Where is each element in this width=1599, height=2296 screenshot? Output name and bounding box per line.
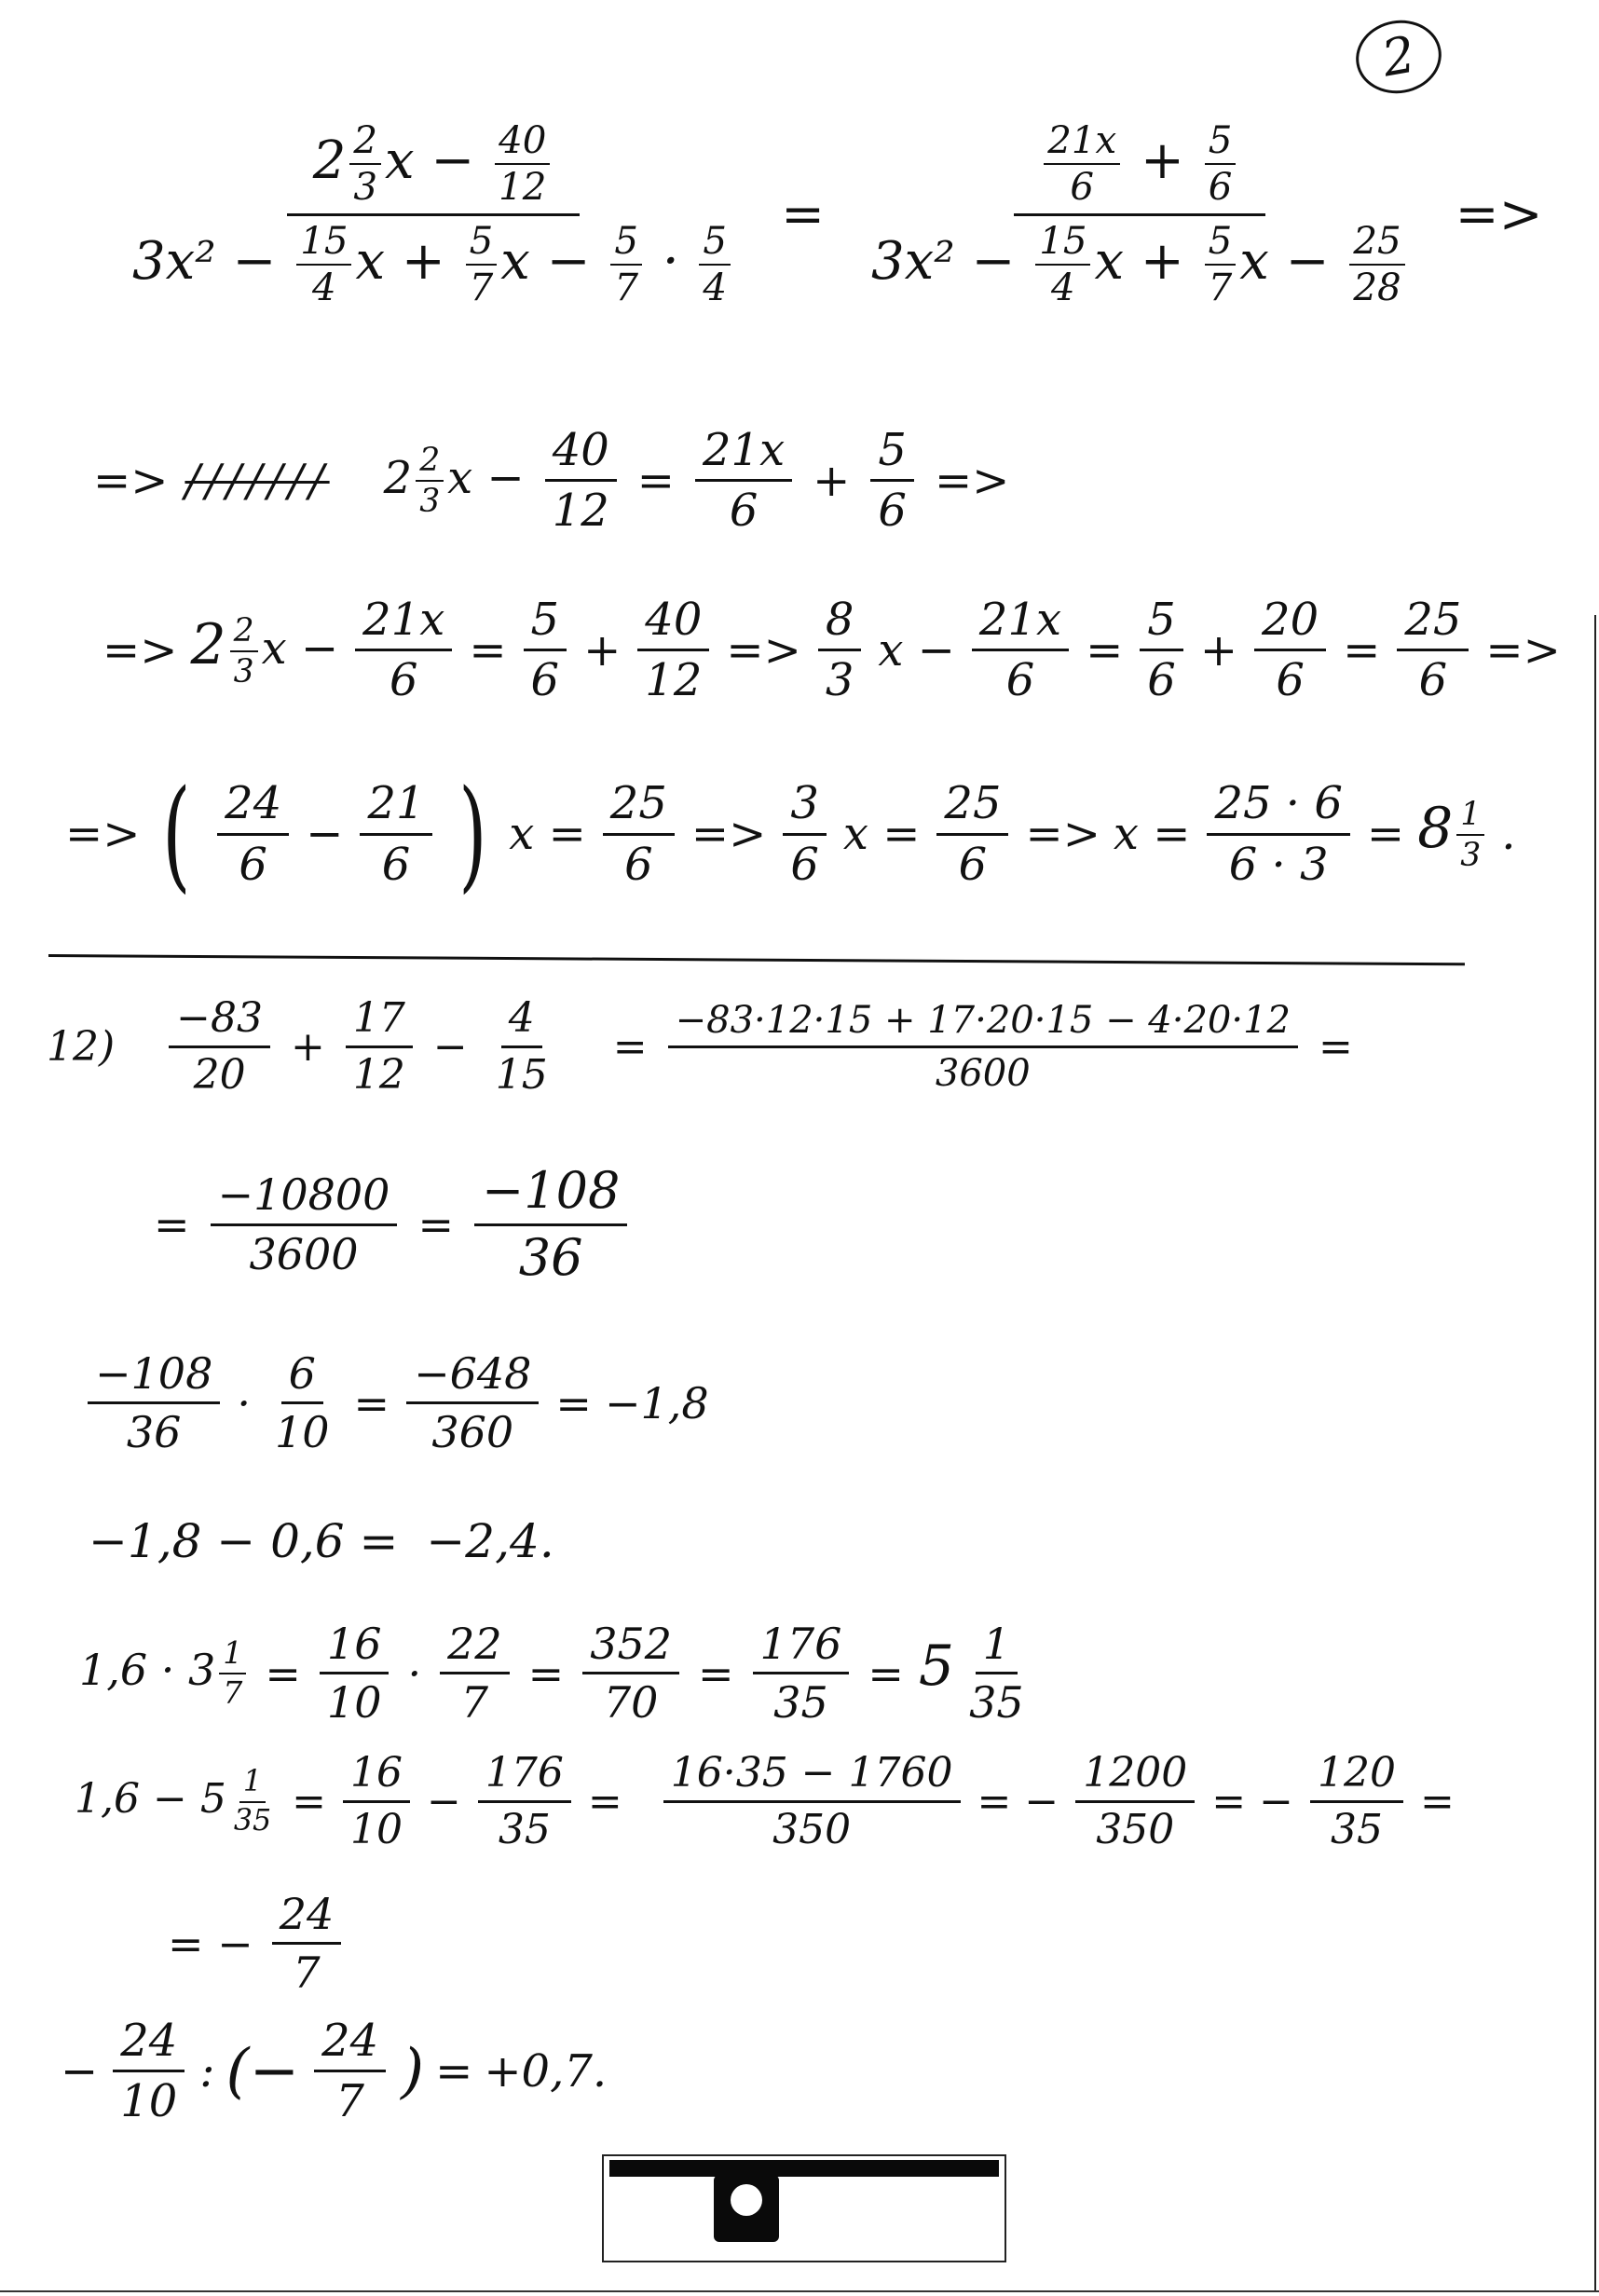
scan-edge-bottom: [0, 2290, 1599, 2292]
task-label: 12): [47, 1023, 116, 1072]
stamp-bar: [609, 2160, 999, 2177]
equation-line-2: => /////// 2 $\frac{2}{3}$ x − $\frac{40}{12}$ = $\frac{21x}{6}$ + $\frac{5}{6}$ =>: [93, 424, 1010, 538]
equation-line-3: => 2 $\frac{2}{3}$ x − $\frac{21x}{6}$ = $\frac{5}{6}$ + $\frac{40}{12}$ => $\frac{8}{3}$ x − $\frac{21x}{6}$ = $\frac{5}{6}$ + $\frac{20}{6}$ = $\frac{25}{6}$ =>: [102, 594, 1561, 707]
result-mixed-number: 8 $\frac{1}{3}$: [1417, 796, 1488, 873]
section-divider: [48, 954, 1465, 965]
task-12-line: 12) $\frac{-83}{20}$ + $\frac{17}{12}$ − $\frac{4}{15}$ = $\frac{-83\cdot 12\cdot 15 + 17\cdot 20\cdot 15 - 4\cdot 20\cdot 12}{3600}$ =: [47, 994, 1353, 1100]
block1-right-fraction: $\frac{21x}{6}$ + $\frac{5}{6}$ 3x² − $\frac{15}{4}$ x + $\frac{5}{7}$ x − $\frac{25}{28}$: [845, 121, 1435, 308]
equation-line-7: $\frac{-108}{36}$ · $\frac{6}{10}$ = $\frac{-648}{360}$ = −1,8: [84, 1351, 709, 1456]
page-number: 2: [1350, 14, 1447, 101]
equation-line-10: 1,6 − 5 $\frac{1}{35}$ = $\frac{16}{10}$ − $\frac{176}{35}$ = $\frac{16\cdot 35 - 1760}{350}$ = − $\frac{1200}{350}$ = − $\frac{120}{35}$ =: [75, 1749, 1455, 1854]
equation-line-4: => ( $\frac{24}{6}$ − $\frac{21}{6}$ ) x = $\frac{25}{6}$ => $\frac{3}{6}$ x = $\frac{25}{6}$ => x = $\frac{25 \cdot 6}{6 \cdot 3}$ = 8 $\frac{1}{3}$ .: [65, 763, 1516, 905]
equation-line-6: = $\frac{-10800}{3600}$ = $\frac{-108}{36}$: [154, 1165, 631, 1284]
scan-edge-right: [1594, 615, 1596, 2292]
scanner-stamp-artifact: [602, 2154, 1006, 2262]
equation-line-9: 1,6 · 3 $\frac{1}{7}$ = $\frac{16}{10}$ · $\frac{22}{7}$ = $\frac{352}{70}$ = $\frac{176}{35}$ = 5 $\frac{1}{35}$: [79, 1619, 1024, 1729]
equation-line-8: −1,8 − 0,6 = −2,4.: [89, 1514, 554, 1568]
equation-block-1: 2 $\frac{2}{3}$ x − $\frac{40}{12}$ 3x² − $\frac{15}{4}$ x + $\frac{5}{7}$ x − $\frac{5}{7}$ · $\frac{5}{4}$ = $\frac{21x}{6}$ + $\frac{5}{6}$ 3x² − $\frac{15}{4}$ x + $\frac{5}{7}$ x − $\frac{25}{28}$ =>: [102, 121, 1543, 308]
crossed-out-text: ///////: [184, 454, 330, 507]
stamp-mark: [714, 2175, 779, 2242]
block1-left-fraction: 2 $\frac{2}{3}$ x − $\frac{40}{12}$ 3x² − $\frac{15}{4}$ x + $\frac{5}{7}$ x − $\frac{5}{7}$ · $\frac{5}{4}$: [106, 121, 760, 308]
equation-line-12: − $\frac{24}{10}$ : (− $\frac{24}{7}$ ) = +0,7.: [61, 2015, 608, 2128]
equation-line-11: = − $\frac{24}{7}$: [168, 1892, 345, 1996]
